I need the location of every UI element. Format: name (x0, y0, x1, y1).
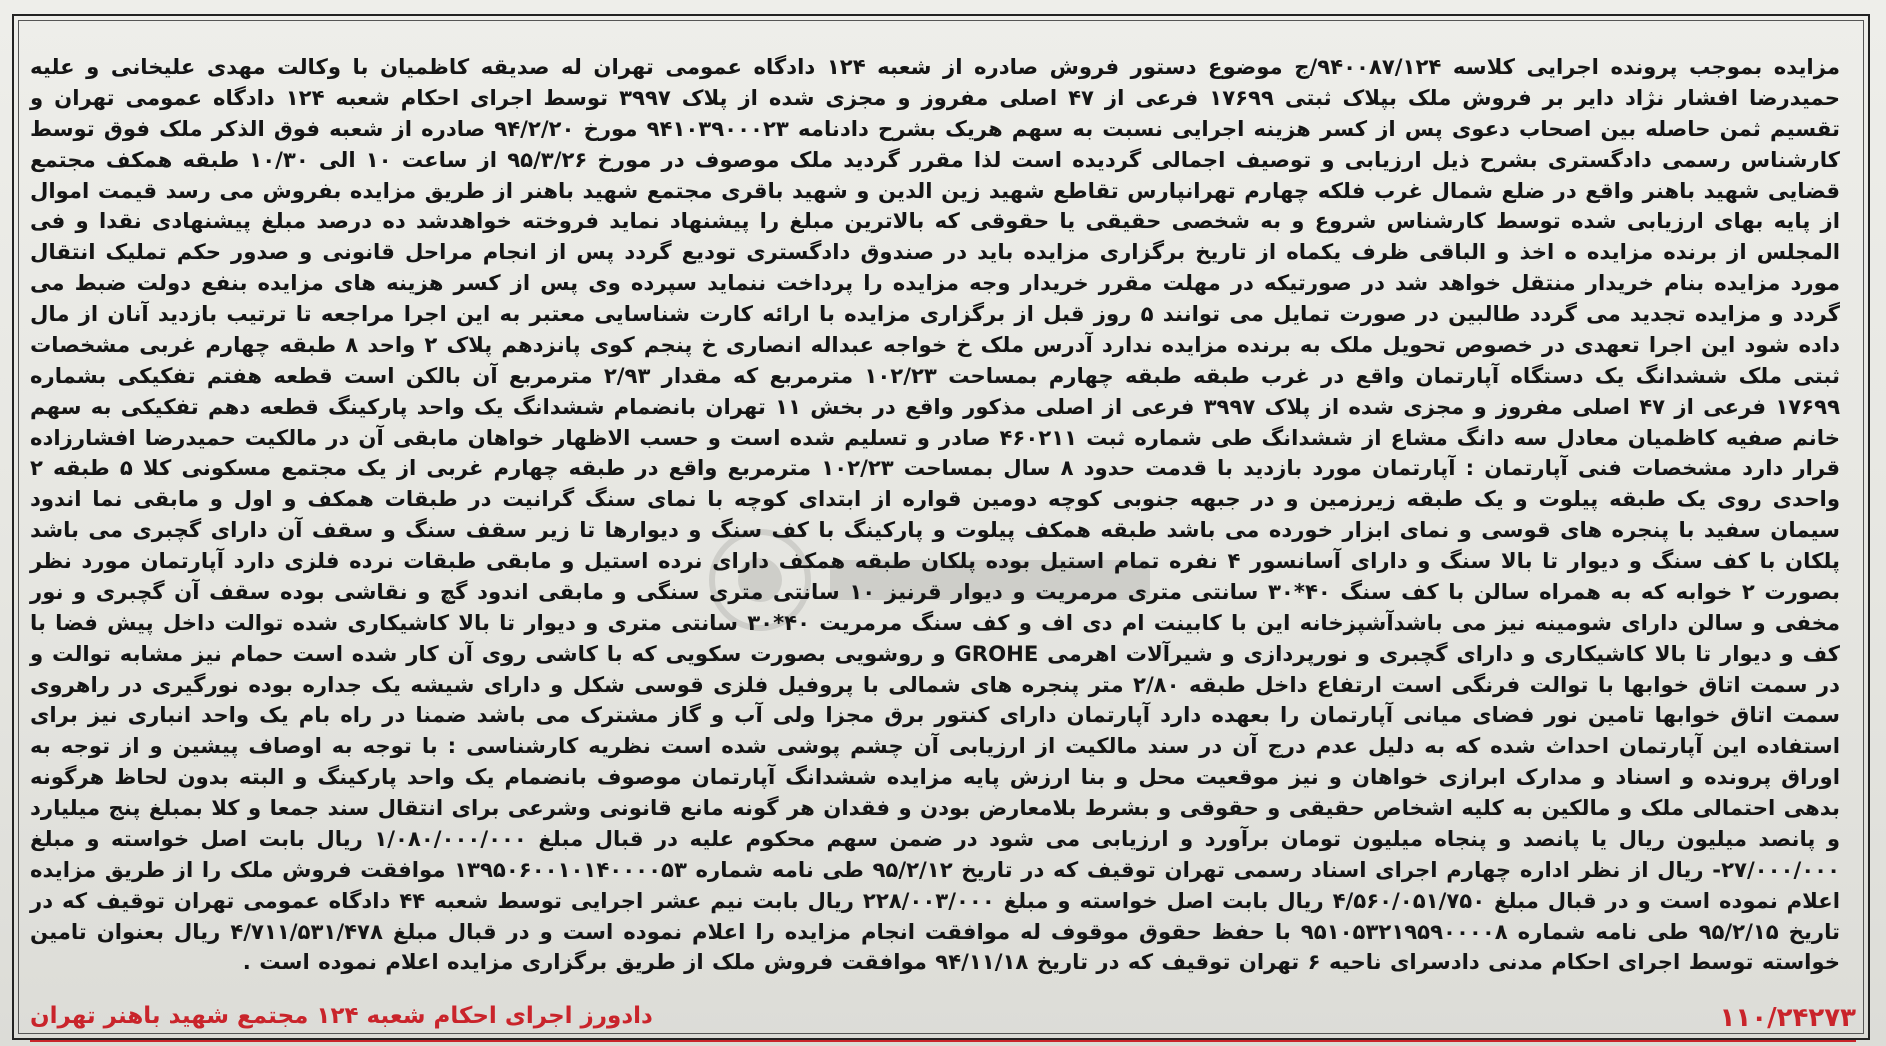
notice-signer: دادورز اجرای احکام شعبه ۱۲۴ مجتمع شهید باهنر تهران (30, 1003, 653, 1029)
footer-divider (30, 1040, 1856, 1042)
notice-reference-number: ۱۱۰/۲۴۲۷۳ (1719, 1003, 1856, 1033)
notice-footer (30, 1003, 1856, 1037)
auction-notice-body: مزایده بموجب پرونده اجرایی کلاسه ۹۴۰۰۸۷/۱۲۴/ج موضوع دستور فروش صادره از شعبه ۱۲۴ دادگاه عمومی تهران له صدیقه کاظمیان با وکالت مهدی علیخانی و علیه حمیدرضا افشار نژاد دایر بر فروش ملک بپلاک ثبتی ۱۷۶۹۹ فرعی از ۴۷ اصلی مفروز و مجزی شده از پلاک ۳۹۹۷ توسط اجرای احکام شعبه ۱۲۴ دادگاه عمومی تهران و تقسیم ثمن حاصله بین اصحاب دعوی پس از کسر هزینه اجرایی نسبت به سهم هریک بشرح دادنامه ۹۴۱۰۳۹۰۰۰۲۳ مورخ ۹۴/۲/۲۰ صادره از شعبه فوق الذکر ملک فوق توسط کارشناس رسمی دادگستری بشرح ذیل ارزیابی و توصیف اجمالی گردیده است لذا مقرر گردید ملک موصوف در مورخ ۹۵/۳/۲۶ از ساعت ۱۰ الی ۱۰/۳۰ طبقه همکف مجتمع قضایی شهید باهنر واقع در ضلع شمال غرب فلکه چهارم تهرانپارس تقاطع شهید زین الدین و شهید باقری مجتمع شهید باهنر از طریق مزایده بفروش می رسد قیمت اموال از پایه بهای ارزیابی شده توسط کارشناس شروع و به شخصی حقیقی یا حقوقی که بالاترین مبلغ را پیشنهاد نماید فروخته خواهدشد ده درصد مبلغ پیشنهادی نقدا و فی المجلس از برنده مزایده ه اخذ و الباقی ظرف یکماه از تاریخ برگزاری مزایده باید در صندوق دادگستری تودیع گردد پس از انجام مراحل قانونی و صدور حکم تملیک انتقال مورد مزایده بنام خریدار منتقل خواهد شد در صورتیکه در مهلت مقرر خریدار وجه مزایده را پرداخت ننماید سپرده وی پس از کسر هزینه های مزایده بنفع دولت ضبط می گردد و مزایده تجدید می گردد طالبین در صورت تمایل می توانند ۵ روز قبل از برگزاری مزایده با ارائه کارت شناسایی معتبر به این اجرا مراجعه تا ترتیب بازدید آنان از مال داده شود این اجرا تعهدی در خصوص تحویل ملک به برنده مزایده ندارد آدرس ملک خ خواجه عبداله انصاری خ پنجم کوی پانزدهم پلاک ۲ واحد ۸ طبقه چهارم غربی مشخصات ثبتی ملک ششدانگ یک دستگاه آپارتمان واقع در غرب طبقه طبقه چهارم بمساحت ۱۰۲/۲۳ مترمربع که مقدار ۲/۹۳ مترمربع آن بالکن است قطعه هفتم تفکیکی بشماره ۱۷۶۹۹ فرعی از ۴۷ اصلی مفروز و مجزی شده از پلاک ۳۹۹۷ فرعی از اصلی مذکور واقع در بخش ۱۱ تهران بانضمام ششدانگ یک واحد پارکینگ قطعه دهم تفکیکی به سهم خانم صفیه کاظمیان معادل سه دانگ مشاع از ششدانگ طی شماره ثبت ۴۶۰۲۱۱ صادر و تسلیم شده است و حسب الاظهار خواهان مابقی آن در مالکیت حمیدرضا افشارزاده قرار دارد مشخصات فنی آپارتمان : آپارتمان مورد بازدید با قدمت حدود ۸ سال بمساحت ۱۰۲/۲۳ مترمربع واقع در طبقه چهارم غربی از یک مجتمع مسکونی کلا ۵ طبقه ۲ واحدی روی یک طبقه پیلوت و یک طبقه زیرزمین و در جبهه جنوبی کوچه دومین قواره از ابتدای کوچه با نمای سنگ گرانیت در طبقات همکف و اول و مابقی نما اندود سیمان سفید با پنجره های قوسی و نمای ابزار خورده می باشد طبقه همکف پیلوت و پارکینگ با کف سنگ و دیوارها تا زیر سقف سنگ و سقف آن دارای گچبری می باشد پلکان با کف سنگ و دیوار تا بالا سنگ و دارای آسانسور ۴ نفره تمام استیل بوده پلکان طبقه همکف دارای نرده استیل و مابقی طبقات نرده فلزی دارد آپارتمان مورد نظر بصورت ۲ خوابه که به همراه سالن با کف سنگ ۴۰*۳۰ سانتی متری مرمریت و دیوار قرنیز ۱۰ سانتی متری سنگی و مابقی اندود گچ و نقاشی بوده سقف آن گچبری و نور مخفی و سالن دارای شومینه نیز می باشدآشپزخانه این با کابینت ام دی اف و کف سنگ مرمریت ۴۰*۳۰ سانتی متری و دیوار تا بالا کاشیکاری شده توالت داخل پیش فضا با کف و دیوار تا بالا کاشیکاری و دارای گچبری و نورپردازی و شیرآلات اهرمی GROHE و روشویی بصورت سکویی که با کاشی روی آن کار شده است حمام نیز مشابه توالت و در سمت اتاق خوابها با توالت فرنگی است ارتفاع داخل طبقه ۲/۸۰ متر پنجره های شمالی با پروفیل فلزی قوسی شکل و دارای شیشه یک جداره بوده نورگیری در راهروی سمت اتاق خوابها تامین نور فضای میانی آپارتمان را بعهده دارد آپارتمان دارای کنتور برق مجزا ولی آب و گاز مشترک می باشد ضمنا در راه بام یک واحد انباری نیز برای استفاده این آپارتمان احداث شده که به دلیل عدم درج آن در سند مالکیت از ارزیابی آن چشم پوشی شده است نظریه کارشناسی : با توجه به اوصاف پیشین و از توجه به اوراق پرونده و اسناد و مدارک ابرازی خواهان و نیز موقعیت محل و بنا ارزش پایه مزایده ششدانگ آپارتمان موصوف بانضمام یک واحد پارکینگ و البته بدون لحاظ هرگونه بدهی احتمالی ملک و مالکین به کلیه اشخاص حقیقی و حقوقی و بشرط بلامعارض بودن و فقدان هر گونه مانع قانونی وشرعی برای انتقال سند جمعا و کلا بمبلغ پنج میلیارد و پانصد میلیون ریال یا پانصد و پنجاه میلیون تومان برآورد و ارزیابی می شود در ضمن سهم محکوم علیه در قبال مبلغ ۱/۰۸۰/۰۰۰/۰۰۰ ریال بابت اصل خواسته و مبلغ ۲۷/۰۰۰/۰۰۰- ریال از نظر اداره چهارم اجرای اسناد رسمی تهران توقیف که در تاریخ ۹۵/۲/۱۲ طی نامه شماره ۱۳۹۵۰۶۰۰۱۰۱۴۰۰۰۰۵۳ موافقت فروش ملک را از طریق مزایده اعلام نموده است و در قبال مبلغ ۴/۵۶۰/۰۵۱/۷۵۰ ریال بابت اصل خواسته و مبلغ ۲۲۸/۰۰۳/۰۰۰ ریال بابت نیم عشر اجرایی توسط شعبه ۴۴ دادگاه عمومی تهران توقیف که در تاریخ ۹۵/۲/۱۵ طی نامه شماره ۹۵۱۰۵۳۲۱۹۵۹۰۰۰۰۸ با حفظ حقوق موقوف له موافقت انجام مزایده را اعلام نموده است و در قبال مبلغ ۴/۷۱۱/۵۳۱/۴۷۸ ریال بعنوان تامین خواسته توسط اجرای احکام مدنی دادسرای ناحیه ۶ تهران توقیف که در تاریخ ۹۴/۱۱/۱۸ موافقت فروش ملک از طریق برگزاری مزایده اعلام نموده است . (30, 54, 1841, 975)
